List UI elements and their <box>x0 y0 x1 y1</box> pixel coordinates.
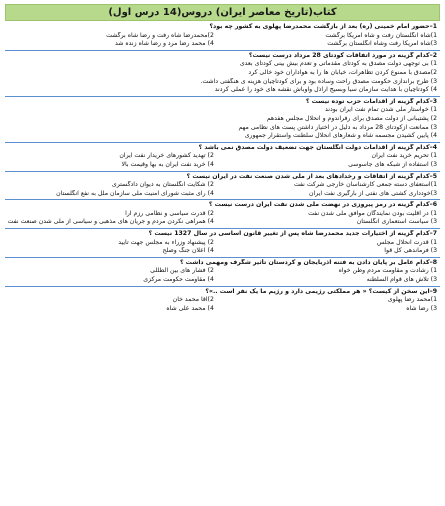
answer-option[interactable]: 1)استعفای دسته جمعی کارشناسان خارجی شرکت نفت <box>293 181 437 189</box>
question-text: 7–کدام گزینه از اختیارات جدید محمدرضا شاه پس از تغییر قانون اساسی در سال 1327 نیست ؟ <box>148 230 437 238</box>
option-row <box>8 218 437 227</box>
question-block <box>5 51 440 97</box>
answer-option[interactable]: 2)آقا محمد خان <box>172 296 214 304</box>
answer-option[interactable]: 1) تحریم خرید نفت ایران <box>371 152 437 160</box>
answer-option[interactable]: 2) قدرت سیاسی و نظامی رزم آرا <box>125 209 214 217</box>
answer-option[interactable]: 4) خرید نفت ایران به بها وقیمت بالا <box>121 160 214 168</box>
option-row <box>8 276 437 285</box>
question-block <box>5 258 440 287</box>
option-row <box>8 239 437 248</box>
answer-option[interactable]: 4) اعلان جنگ وصلح <box>162 247 214 255</box>
option-row <box>8 210 437 219</box>
answer-option[interactable]: 2)محمدرضا شاه رفت و رضا شاه برگشت <box>106 31 214 39</box>
answer-option[interactable]: 1)محمد رضا پهلوی <box>387 296 437 304</box>
question-block <box>5 22 440 51</box>
question-block <box>5 287 440 323</box>
answer-option[interactable]: 4) محمد علی شاه <box>166 304 214 312</box>
option-row <box>8 267 437 276</box>
option-row <box>8 181 437 190</box>
answer-option[interactable]: 3) رضا شاه <box>406 304 437 312</box>
option-row <box>8 32 437 41</box>
answer-option[interactable]: 4) مقاومت حکومت مرکزی <box>143 276 214 284</box>
question-block <box>5 229 440 258</box>
questions-list <box>5 22 440 323</box>
answer-option[interactable]: 2) تهدید کشورهای خریدار نفت ایران <box>119 152 214 160</box>
answer-option[interactable]: 3) فرماندهی کل قوا <box>384 247 437 255</box>
answer-option[interactable]: 1) رشادت و مقاومت مردم وطن خواه <box>338 267 437 275</box>
question-block <box>5 143 440 172</box>
option-row <box>8 296 437 305</box>
option-row <box>8 40 437 49</box>
option-row <box>8 190 437 199</box>
question-text: 4–کدام گزینه از اقدامات دولت انگلستان جهت تضعیف دولت مصدق نمی باشد ؟ <box>198 143 437 151</box>
answer-option[interactable]: 1) بی توجهی دولت مصدق به کودتای مقدماتی و تعدم بیش بینی کودتای بعدی <box>239 60 437 68</box>
question-text: 9–این سخن از کیست؟ « هر مملکتی رژیمی دارد و رژیم ما یک نفر است ..»؟ <box>205 287 437 295</box>
answer-option[interactable]: 4) کودتاچیان با هدایت سازمان سیا وبسیج اراذل واوباش نقشه های خود را عملی کردند <box>214 86 437 94</box>
page-title: کتاب(تاریخ معاصر ایران) دروس(14 درس اول) <box>5 4 440 21</box>
answer-option[interactable]: 3) سیاست استعماری انگلستان <box>356 218 437 226</box>
answer-option[interactable]: 4) پایین کشیدن مجسمه شاه و شعارهای انحلال سلطنت واستقرار جمهوری <box>244 132 437 140</box>
question-text: 1–حضور امام خمینی (ره) بعد از بازگشت محمدرضا پهلوی به کشور چه بود؟ <box>209 23 437 30</box>
answer-option[interactable]: 2) شکایت انگلستان به دیوان دادگستری <box>111 181 214 189</box>
answer-option[interactable]: 4) محمد رضا مرد و رضا شاه زنده شد <box>115 40 214 48</box>
answer-option[interactable]: 1) قدرت انحلال مجلس <box>376 238 437 246</box>
answer-option[interactable]: 4) همراهی نکردن مردم و جریان های مذهبی و سیاسی از ملی شدن صنعت نفت <box>8 218 214 226</box>
answer-option[interactable]: 3) تلاش های قوام السلطنه <box>366 276 437 284</box>
question-text: 5–کدام گزینه از اتفاقات و رخدادهای بعد از ملی شدن صنعت نفت در ایران نیست ؟ <box>186 172 437 180</box>
blank-space <box>8 313 437 322</box>
answer-option[interactable]: 3) استفاده از شبکه های جاسوسی <box>348 160 437 168</box>
option-row <box>8 161 437 170</box>
question-block <box>5 200 440 229</box>
option-row <box>8 152 437 161</box>
answer-option[interactable]: 3)شاه آمریکا رفت وشاه انگلستان برگشت <box>327 40 437 48</box>
answer-option[interactable]: 1) در اقلیت بودن نمایندگان موافق ملی شدن نفت <box>308 209 437 217</box>
question-text: 8–کدام عامل بر پایان دادن به فتنه آذربایجان و کردستان تأثیر شگرف ومهمی داشت ؟ <box>179 258 437 266</box>
answer-option[interactable]: 2)مصدق با ممنوع کردن تظاهرات، خیابان ها را به هواداران خود خالی کرد <box>248 68 437 76</box>
question-text: 6–کدام گزینه در رمز پیروزی در نهضت ملی شدن نفت ایران درست نیست ؟ <box>208 201 437 209</box>
answer-option[interactable]: 2) فشار های بین الطللی <box>150 267 214 275</box>
question-block <box>5 172 440 201</box>
answer-option[interactable]: 3)خودداری کشتی های نفتی از بارگیری نفت ایران <box>309 189 437 197</box>
option-row <box>8 305 437 314</box>
option-row <box>8 247 437 256</box>
answer-option[interactable]: 2) پشتیبانی از دولت مصدق برای رفراندوم و انحلال مجلس هفدهم <box>266 114 437 122</box>
answer-option[interactable]: 2) پیشنهاد وزراء به مجلس جهت تأیید <box>118 238 214 246</box>
answer-option[interactable]: 1)شاه انگلستان رفت و شاه آمریکا برگشت <box>325 31 437 39</box>
question-text: 2–کدام گزینه در مورد اتفاقات کودتای 28 مرداد درست نیست؟ <box>248 51 437 59</box>
question-block <box>5 97 440 143</box>
answer-option[interactable]: 4) رای مثبت شورای امنیت ملی سازمان ملل به نفع انگلستان <box>56 189 214 197</box>
question-text: 3–کدام گزینه از اقدامات حزب توده نیست ؟ <box>305 97 437 105</box>
answer-option[interactable]: 3) ممانعت ازکودتای 28 مرداد به دلیل در اختیار داشتن پست های نظامی مهم <box>238 123 437 131</box>
answer-option[interactable]: 1) خواستار ملی شدن تمام نفت ایران بودند <box>325 106 437 114</box>
answer-option[interactable]: 3) طرح براندازی حکومت مصدق راحت وساده بود و برای کودتاچیان هزینه ی هنگفتی داشت. <box>200 77 437 85</box>
